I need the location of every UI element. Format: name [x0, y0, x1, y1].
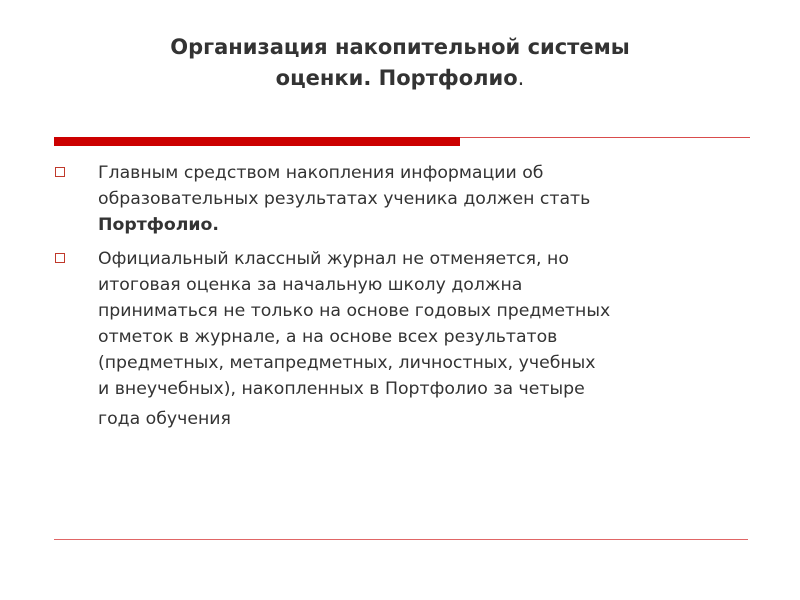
bullet-bold-term: Портфолио. — [98, 215, 219, 235]
bullet-line: Официальный классный журнал не отменяется, но — [98, 249, 569, 269]
slide-title-line1: Организация накопительной системы — [170, 35, 630, 59]
title-underline-thin — [460, 137, 750, 138]
square-bullet-icon — [55, 167, 65, 177]
bullet-line: отметок в журнале, а на основе всех результатов — [98, 327, 558, 347]
slide-title-dot: . — [517, 66, 525, 90]
bullet-line: приниматься не только на основе годовых предметных — [98, 301, 611, 321]
bullet-line: Главным средством накопления информации об — [98, 163, 544, 183]
bullet-line: образовательных результатах ученика должен стать — [98, 189, 591, 209]
bullet-last-line: года обучения — [98, 409, 231, 429]
bullet-item-journal — [52, 246, 752, 432]
bullet-line: итоговая оценка за начальную школу должна — [98, 275, 523, 295]
bullet-text — [98, 160, 752, 238]
title-underline-thick — [54, 137, 460, 146]
bullet-line: (предметных, метапредметных, личностных, учебных — [98, 353, 596, 373]
bullet-line: и внеучебных), накопленных в Портфолио за четыре — [98, 379, 585, 399]
slide-title — [60, 32, 740, 94]
square-bullet-icon — [55, 253, 65, 263]
bullet-list — [52, 160, 752, 440]
footer-rule — [54, 539, 748, 540]
bullet-item-portfolio — [52, 160, 752, 238]
bullet-text — [98, 246, 752, 432]
slide-title-line2: оценки. Портфолио — [275, 66, 518, 90]
